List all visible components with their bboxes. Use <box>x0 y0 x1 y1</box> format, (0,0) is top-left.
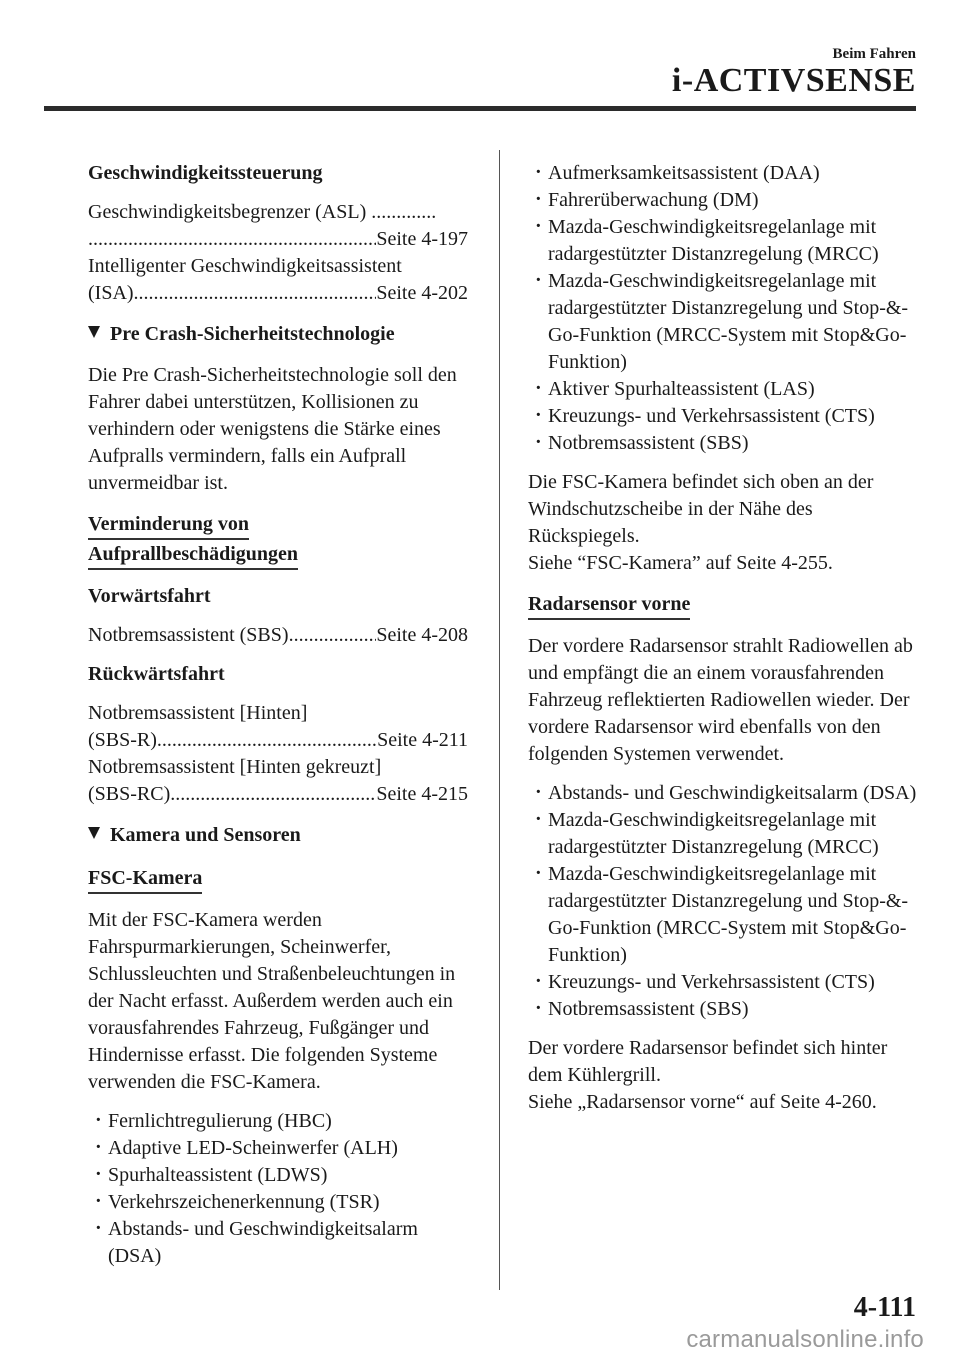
reverse-driving-title: Rückwärtsfahrt <box>88 663 225 685</box>
list-item: · Fernlichtregulierung (HBC) <box>88 1108 468 1135</box>
damage-reduction-title <box>88 509 468 569</box>
sbsrc-entry <box>88 754 468 808</box>
list-item: · Mazda-Geschwindigkeitsregelanlage mit radargestützter Distanzregelung (MRCC) <box>528 807 920 861</box>
speed-control-title: Geschwindigkeitssteuerung <box>88 162 323 184</box>
radar-sensor-title-text: Radarsensor vorne <box>528 593 690 620</box>
sbsrc-label: (SBS-RC) <box>88 783 171 805</box>
list-item: · Aufmerksamkeitsassistent (DAA) <box>528 160 920 187</box>
sbsr-entry <box>88 700 468 754</box>
sbs-page-ref: Seite 4-208 <box>376 624 468 646</box>
radar-sensor-paragraph: Der vordere Radarsensor strahlt Radiowellen ab und empfängt die an einem vorausfahrenden Fahrzeug reflektierten Radiowellen wieder. Der vordere Radarsensor wird ebenfalls von den folgenden Systemen verwendet. <box>528 635 913 765</box>
asl-page-ref: Seite 4-197 <box>376 228 468 250</box>
fsc-location-text: Die FSC-Kamera befindet sich oben an der Windschutzscheibe in der Nähe des Rückspiegels. <box>528 471 874 547</box>
list-item: · Abstands- und Geschwindigkeitsalarm (DSA) <box>528 780 920 807</box>
page-number: 4-111 <box>853 1292 916 1323</box>
isa-entry <box>88 253 468 307</box>
fsc-camera-title-text: FSC-Kamera <box>88 867 202 894</box>
asl-entry <box>88 199 468 253</box>
fsc-camera-paragraph: Mit der FSC-Kamera werden Fahrspurmarkierungen, Scheinwerfer, Schlussleuchten und Straßenbeleuchtungen in der Nacht erfasst. Außerdem werden auch ein vorausfahrendes Fahrzeug, Fußgänger und Hindernisse erfasst. Die folgenden Systeme verwenden die FSC-Kamera. <box>88 909 456 1093</box>
list-item: · Notbremsassistent (SBS) <box>528 430 920 457</box>
dot-leader <box>289 622 377 649</box>
camera-heading <box>88 822 468 849</box>
camera-heading-text: Kamera und Sensoren <box>110 824 301 846</box>
isa-page-ref: Seite 4-202 <box>376 282 468 304</box>
precrash-heading <box>88 321 468 348</box>
list-item: · Mazda-Geschwindigkeitsregelanlage mit radargestützter Distanzregelung und Stop-&-Go-Funktion (MRCC-System mit Stop&Go-Funktion) <box>528 268 920 376</box>
radar-location-text: Der vordere Radarsensor befindet sich hinter dem Kühlergrill. <box>528 1037 888 1086</box>
fsc-see-reference: Siehe “FSC-Kamera” auf Seite 4-255. <box>528 552 833 574</box>
sbsrc-entry-line2 <box>88 781 468 808</box>
isa-entry-line1: Intelligenter Geschwindigkeitsassistent <box>88 255 402 277</box>
dot-leader <box>139 280 377 307</box>
list-item: · Spurhalteassistent (LDWS) <box>88 1162 468 1189</box>
sbsrc-page-ref: Seite 4-215 <box>376 783 468 805</box>
column-divider <box>499 150 500 1290</box>
radar-systems-list <box>528 780 920 1023</box>
list-item: · Abstands- und Geschwindigkeitsalarm (DSA) <box>88 1216 468 1270</box>
list-item: · Kreuzungs- und Verkehrsassistent (CTS) <box>528 969 920 996</box>
sbsr-entry-line1: Notbremsassistent [Hinten] <box>88 702 308 724</box>
fsc-camera-title <box>88 863 468 893</box>
precrash-heading-text: Pre Crash-Sicherheitstechnologie <box>110 323 395 345</box>
damage-title-line1: Verminderung von <box>88 513 249 540</box>
damage-title-line2: Aufprallbeschädigungen <box>88 543 298 570</box>
list-item: · Verkehrszeichenerkennung (TSR) <box>88 1189 468 1216</box>
asl-entry-line2 <box>88 226 468 253</box>
sbs-label: Notbremsassistent (SBS) <box>88 624 289 646</box>
radar-see-reference: Siehe „Radarsensor vorne“ auf Seite 4-260. <box>528 1091 877 1113</box>
triangle-down-icon <box>88 326 100 338</box>
dot-leader <box>88 226 376 253</box>
list-item: · Mazda-Geschwindigkeitsregelanlage mit radargestützter Distanzregelung (MRCC) <box>528 214 920 268</box>
list-item: · Fahrerüberwachung (DM) <box>528 187 920 214</box>
list-item: · Aktiver Spurhalteassistent (LAS) <box>528 376 920 403</box>
forward-driving-title: Vorwärtsfahrt <box>88 585 211 607</box>
header-chapter-title: i-ACTIVSENSE <box>671 62 916 99</box>
list-item: · Adaptive LED-Scheinwerfer (ALH) <box>88 1135 468 1162</box>
isa-label: (ISA). <box>88 282 139 304</box>
radar-sensor-title <box>528 589 920 619</box>
fsc-systems-list-continued <box>528 160 920 457</box>
sbsr-entry-line2 <box>88 727 468 754</box>
sbsr-page-ref: Seite 4-211 <box>377 729 468 751</box>
asl-entry-line1: Geschwindigkeitsbegrenzer (ASL) ............. <box>88 201 437 223</box>
watermark: carmanualsonline.info <box>686 1326 924 1353</box>
dot-leader <box>170 781 376 808</box>
sbs-entry <box>88 622 468 649</box>
header-section-title: Beim Fahren <box>832 46 916 62</box>
list-item: · Mazda-Geschwindigkeitsregelanlage mit radargestützter Distanzregelung und Stop-&-Go-Funktion (MRCC-System mit Stop&Go-Funktion) <box>528 861 920 969</box>
triangle-down-icon <box>88 827 100 839</box>
dot-leader <box>157 727 377 754</box>
header-rule <box>44 106 916 111</box>
list-item: · Kreuzungs- und Verkehrsassistent (CTS) <box>528 403 920 430</box>
right-column <box>528 160 920 1116</box>
sbsr-label: (SBS-R) <box>88 729 157 751</box>
precrash-paragraph: Die Pre Crash-Sicherheitstechnologie soll den Fahrer dabei unterstützen, Kollisionen zu verhindern oder wenigstens die Stärke eines Aufpralls vermindern, falls ein Aufprall unvermeidbar ist. <box>88 364 457 494</box>
list-item: · Notbremsassistent (SBS) <box>528 996 920 1023</box>
sbsrc-entry-line1: Notbremsassistent [Hinten gekreuzt] <box>88 756 382 778</box>
isa-entry-line2 <box>88 280 468 307</box>
left-column <box>88 160 468 1282</box>
fsc-systems-list <box>88 1108 468 1270</box>
